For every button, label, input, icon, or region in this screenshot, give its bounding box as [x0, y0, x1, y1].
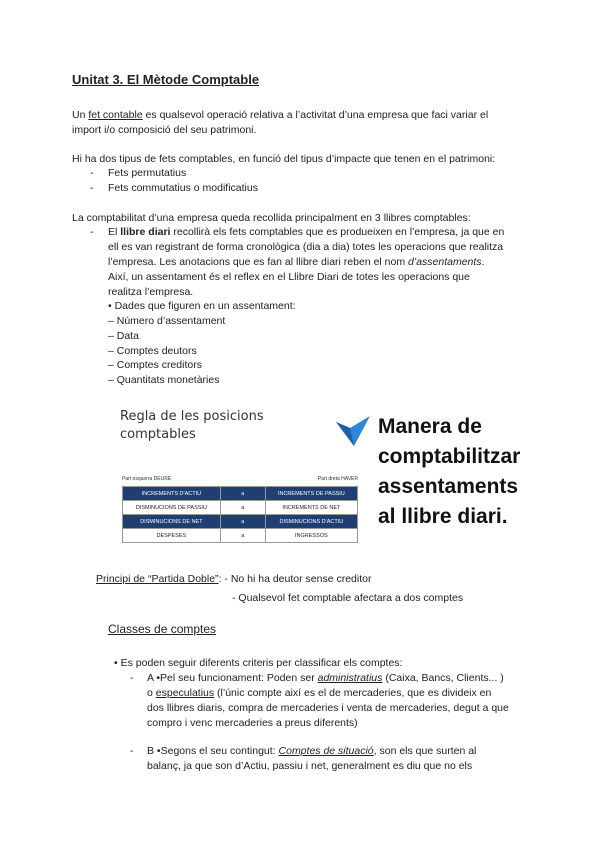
criteria-text: (l’únic compte així es el de mercaderies, que es divideix en	[214, 687, 492, 699]
table-cell: DESPESES	[123, 529, 221, 543]
books-intro: La comptabilitat d’una empresa queda recollida principalment en 3 llibres comptables:	[72, 212, 471, 224]
types-intro: Hi ha dos tipus de fets comptables, en funció del tipus d’impacte que tenen en el patrimoni:	[72, 153, 496, 165]
classes-bullet: • Es poden seguir diferents criteris per classificar els comptes:	[114, 657, 403, 669]
criteria-text: o	[147, 687, 156, 699]
criteria-b-line-2: balanç, ja que son d’Actiu, passiu i net, generalment es diu que no els	[147, 760, 473, 772]
table-cell: INCREMENTS DE PASSIU	[265, 487, 357, 501]
data-item: – Data	[108, 330, 139, 342]
data-item: – Quantitats monetàries	[108, 374, 220, 386]
intro-text: Un	[72, 109, 89, 121]
caption-line: al llibre diari.	[378, 505, 508, 528]
books-line-3	[108, 255, 484, 270]
caption-text	[378, 412, 520, 532]
table-row	[123, 529, 358, 543]
partida-line-1	[96, 572, 371, 587]
criteria-a-line-3: dos llibres diaris, compra de mercaderies i venta de mercaderies, degut a que	[147, 702, 509, 714]
figure-column-headers	[122, 476, 358, 482]
books-line-5: realitza l’empresa.	[108, 286, 194, 298]
term-fet-contable: fet contable	[88, 109, 143, 121]
term-assentaments: d’assentaments	[408, 256, 482, 268]
table-cell: a	[220, 515, 265, 529]
classes-dash: -	[130, 745, 134, 757]
intro-line-2: import i/o composició del seu patrimoni.	[72, 124, 257, 136]
criteria-a-line-2	[147, 686, 491, 701]
caption-line: comptabilitzar	[378, 445, 521, 468]
table-cell: DISMINUCIONS D'ACTIU	[265, 515, 357, 529]
types-item: Fets permutatius	[108, 167, 187, 179]
partida-label: Principi de “Partida Doble”	[96, 573, 219, 585]
table-cell: a	[220, 529, 265, 543]
rule-table	[122, 486, 358, 543]
intro-text: es qualsevol operació relativa a l’activitat d’una empresa que faci variar el	[142, 109, 489, 121]
table-row	[123, 487, 358, 501]
table-cell: DISMINUCIONS DE NET	[123, 515, 221, 529]
criteria-text: (Caixa, Bancs, Clients... )	[382, 672, 504, 684]
caption-line: Manera de	[378, 415, 482, 438]
partida-rule-1: - No hi ha deutor sense creditor	[224, 573, 372, 585]
data-item: – Comptes creditors	[108, 359, 202, 371]
accounting-rule-figure	[120, 408, 360, 548]
table-cell: a	[220, 487, 265, 501]
table-cell: a	[220, 501, 265, 515]
term-llibre-diari: llibre diari	[120, 226, 171, 238]
books-text: .	[481, 256, 485, 268]
page-title: Unitat 3. El Mètode Comptable	[72, 72, 260, 87]
figure-title-line-2: comptables	[120, 427, 196, 442]
caption-line: assentaments	[378, 475, 519, 498]
types-item: Fets commutatius o modificatius	[108, 182, 258, 194]
types-dash: -	[90, 167, 94, 179]
term-administratius: administratius	[317, 672, 383, 684]
criteria-a-line-4: compro i venc mercaderies a preus diferents)	[147, 717, 358, 729]
books-text: l’empresa. Les anotacions que es fan al llibre diari reben el nom	[108, 256, 409, 268]
table-cell: DISMINUCIONS DE PASSIU	[123, 501, 221, 515]
criteria-text: A •Pel seu funcionament: Poden ser	[147, 672, 318, 684]
table-cell: INCREMENTS D'ACTIU	[123, 487, 221, 501]
figure-title-line-1: Regla de les posicions	[120, 409, 264, 424]
term-comptes-situacio: Comptes de situació	[278, 745, 374, 757]
header-deure: Part esquerra DEURE	[122, 476, 172, 482]
data-item: – Comptes deutors	[108, 345, 197, 357]
books-text: recollirà els fets comptables que es produeixen en l’empresa, ja que en	[170, 226, 505, 238]
books-line-2: ell es van registrant de forma cronològica (dia a dia) totes les operacions que realitza	[108, 241, 504, 253]
books-dash: -	[90, 226, 94, 238]
intro-line-1	[72, 108, 488, 123]
table-cell: INGRESSOS	[265, 529, 357, 543]
table-cell: INCREMENTS DE NET	[265, 501, 357, 515]
section-heading-classes: Classes de comptes	[108, 622, 217, 636]
types-dash: -	[90, 182, 94, 194]
criteria-text: , son els que surten al	[373, 745, 477, 757]
arrow-check-icon	[336, 416, 370, 446]
table-row	[123, 501, 358, 515]
criteria-b-line-1	[147, 744, 476, 759]
table-row	[123, 515, 358, 529]
partida-colon: :	[218, 573, 222, 585]
term-especulatius: especulatius	[155, 687, 215, 699]
classes-dash: -	[130, 672, 134, 684]
data-item: – Número d’assentament	[108, 315, 226, 327]
books-text: El	[108, 226, 121, 238]
partida-rule-2: - Qualsevol fet comptable afectara a dos comptes	[232, 592, 464, 604]
header-haver: Part dreta HAVER	[317, 476, 358, 482]
criteria-text: B •Segons el seu contingut:	[147, 745, 279, 757]
books-line-4: Així, un assentament és el reflex en el Llibre Diari de totes les operacions que	[108, 271, 470, 283]
criteria-a-line-1	[147, 671, 504, 686]
books-line-1	[108, 225, 504, 240]
data-intro: • Dades que figuren en un assentament:	[108, 300, 296, 312]
